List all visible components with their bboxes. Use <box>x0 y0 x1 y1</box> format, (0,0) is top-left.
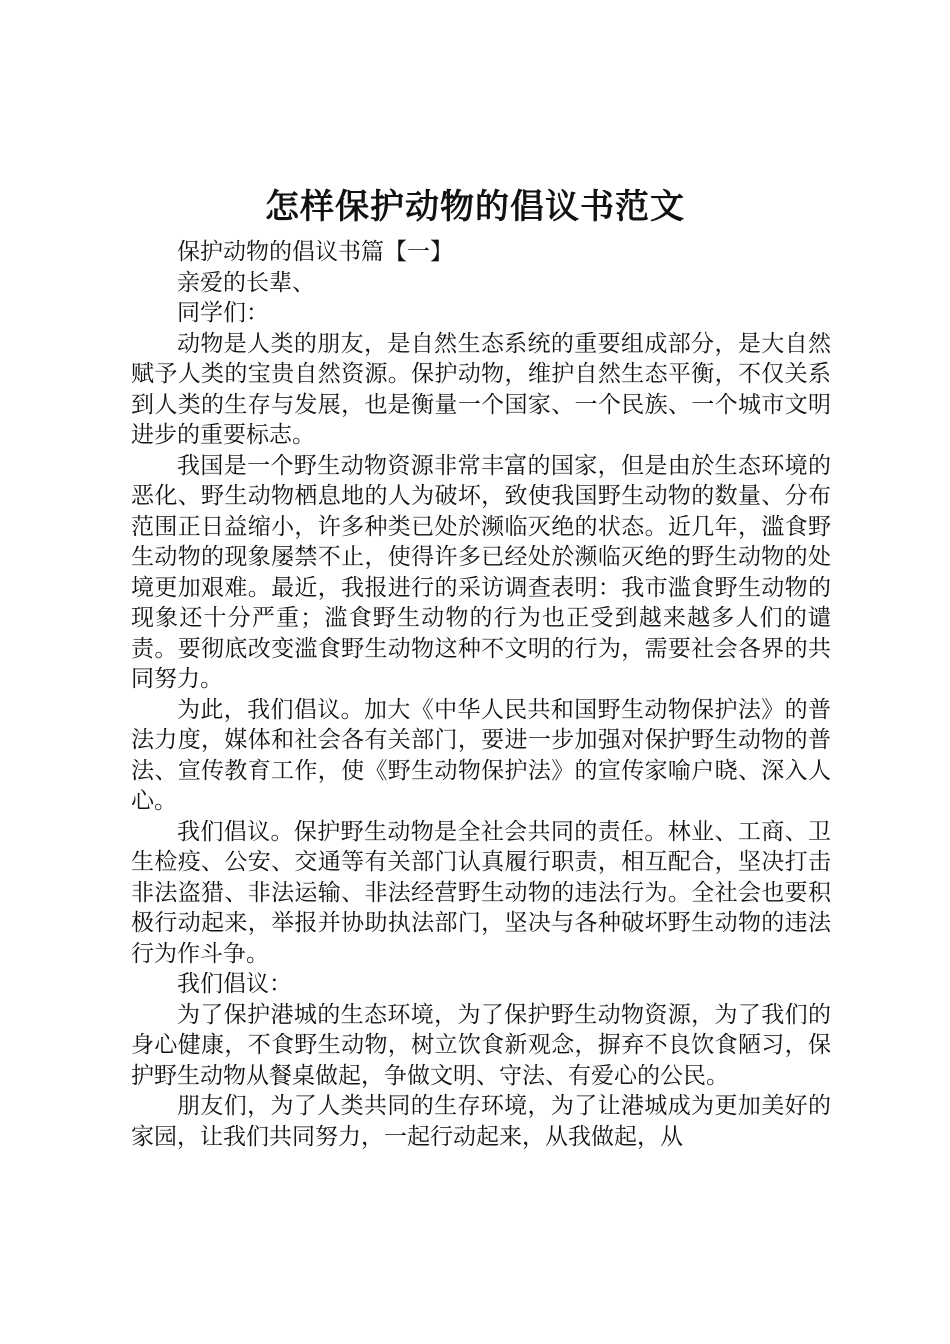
body-paragraph: 朋友们，为了人类共同的生存环境，为了让港城成为更加美好的家园，让我们共同努力，一起行动起来，从我做起，从 <box>131 1093 831 1150</box>
body-paragraph: 为此，我们倡议。加大《中华人民共和国野生动物保护法》的普法力度，媒体和社会各有关部门，要进一步加强对保护野生动物的普法、宣传教育工作，使《野生动物保护法》的宣传家喻户晓、深入人心。 <box>131 696 831 814</box>
body-paragraph: 我们倡议。保护野生动物是全社会共同的责任。林业、工商、卫生检疫、公安、交通等有关部门认真履行职责，相互配合，坚决打击非法盗猎、非法运输、非法经营野生动物的违法行为。全社会也要积极行动起来，举报并协助执法部门，坚决与各种破坏野生动物的违法行为作斗争。 <box>131 818 831 967</box>
salutation-line: 亲爱的长辈、 <box>177 269 315 296</box>
body-paragraph: 我们倡议： <box>177 971 292 997</box>
document-body <box>131 237 831 1152</box>
salutation-line: 同学们： <box>177 300 269 326</box>
body-paragraph: 为了保护港城的生态环境，为了保护野生动物资源，为了我们的身心健康，不食野生动物，树立饮食新观念，摒弃不良饮食陋习，保护野生动物从餐桌做起，争做文明、守法、有爱心的公民。 <box>131 1001 831 1089</box>
body-paragraph: 动物是人类的朋友，是自然生态系统的重要组成部分，是大自然赋予人类的宝贵自然资源。保护动物，维护自然生态平衡，不仅关系到人类的生存与发展，也是衡量一个国家、一个民族、一个城市文明进步的重要标志。 <box>131 330 831 448</box>
document-title: 怎样保护动物的倡议书范文 <box>265 187 685 227</box>
section-heading: 保护动物的倡议书篇【一】 <box>177 239 453 265</box>
body-paragraph: 我国是一个野生动物资源非常丰富的国家，但是由於生态环境的恶化、野生动物栖息地的人为破坏，致使我国野生动物的数量、分布范围正日益缩小，许多种类已处於濒临灭绝的状态。近几年，滥食野生动物的现象屡禁不止，使得许多已经处於濒临灭绝的野生动物的处境更加艰难。最近，我报进行的采访调查表明：我市滥食野生动物的现象还十分严重；滥食野生动物的行为也正受到越来越多人们的谴责。要彻底改变滥食野生动物这种不文明的行为，需要社会各界的共同努力。 <box>131 452 831 692</box>
